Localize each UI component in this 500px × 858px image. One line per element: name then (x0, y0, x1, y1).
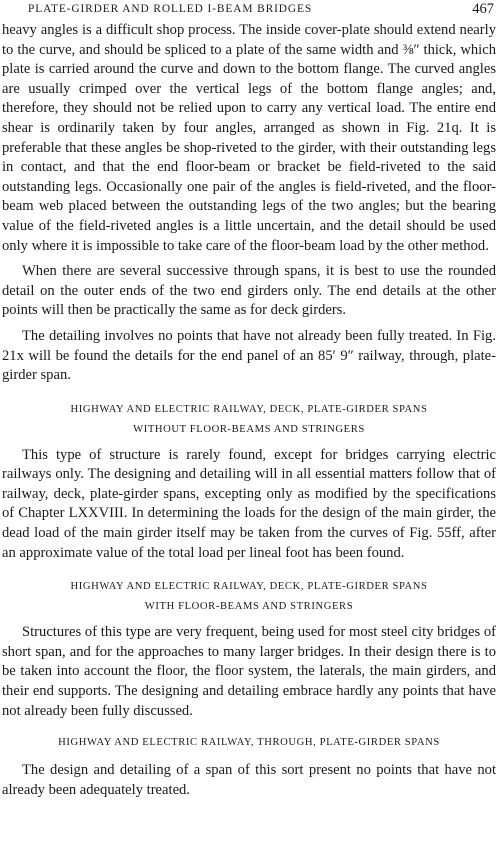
section-heading-with-floor-beams (2, 577, 500, 617)
section-heading-line: HIGHWAY AND ELECTRIC RAILWAY, THROUGH, PLATE-GIRDER SPANS (58, 737, 440, 749)
paragraph-deck-with-floor-beams: Structures of this type are very frequent, being used for most steel city bridges of short span, and for the approaches to many larger bridges. In their design there is to be taken into account the floor, the floor system, the laterals, the main girders, and their end supports. The designing and detailing embrace hardly any points that have not already been fully discussed. (2, 624, 496, 719)
running-header (2, 1, 500, 21)
paragraph-through-spans: The design and detailing of a span of this sort present no points that have not already been adequately treated. (2, 762, 496, 798)
running-title: PLATE-GIRDER AND ROLLED I-BEAM BRIDGES (28, 3, 313, 15)
section-heading-through-spans (2, 733, 500, 753)
section-heading-line: WITHOUT FLOOR-BEAMS AND STRINGERS (133, 423, 365, 435)
paragraph-successive-spans: When there are several successive through spans, it is best to use the rounded detail on the outer ends of the two end girders only. The end details at the other points will then be practically the same as for deck girders. (2, 263, 496, 319)
paragraph-detailing: The detailing involves no points that have not already been fully treated. In Fig. 21x will be found the details for the end panel of an 85′ 9″ railway, through, plate-girder span. (2, 327, 496, 384)
section-heading-without-floor-beams (2, 400, 500, 440)
paragraph-continuation: heavy angles is a difficult shop process. The inside cover-plate should extend nearly to the curve, and should be spliced to a plate of the same width and ⅜″ thick, which plate is carried around the curve and down to the bottom flange. The curved angles are usually crimped over the vertical legs of the bottom flange angles; and, therefore, they should not be relied upon to carry any vertical load. The entire end shear is ordinarily taken by four angles, arranged as shown in Fig. 21q. It is preferable that these angles be shop-riveted to the girder, with their outstanding legs in contact, and that the end floor-beam or bracket be field-riveted to the said outstanding legs. Occasionally one pair of the angles is field-riveted, and the floor-beam web placed between the outstanding legs of the two angles; but the bearing value of the field-riveted angles is a little uncertain, and the detail should be used only where it is impossible to take care of the floor-beam load by the other method. (2, 22, 496, 254)
section-heading-line: HIGHWAY AND ELECTRIC RAILWAY, DECK, PLATE-GIRDER SPANS (70, 403, 428, 415)
section-heading-line: WITH FLOOR-BEAMS AND STRINGERS (144, 601, 354, 613)
section-heading-line: HIGHWAY AND ELECTRIC RAILWAY, DECK, PLATE-GIRDER SPANS (70, 581, 428, 593)
page-number: 467 (472, 1, 494, 17)
paragraph-deck-without-floor-beams: This type of structure is rarely found, except for bridges carrying electric railways only. The designing and detailing will in all essential matters follow that of railway, deck, plate-girder spans, excepting only as modified by the specifications of Chapter LXXVIII. In determining the loads for the design of the main girder, the dead load of the main girder itself may be taken from the curves of Fig. 55ff, after an approximate value of the total load per lineal foot has been found. (2, 446, 496, 561)
